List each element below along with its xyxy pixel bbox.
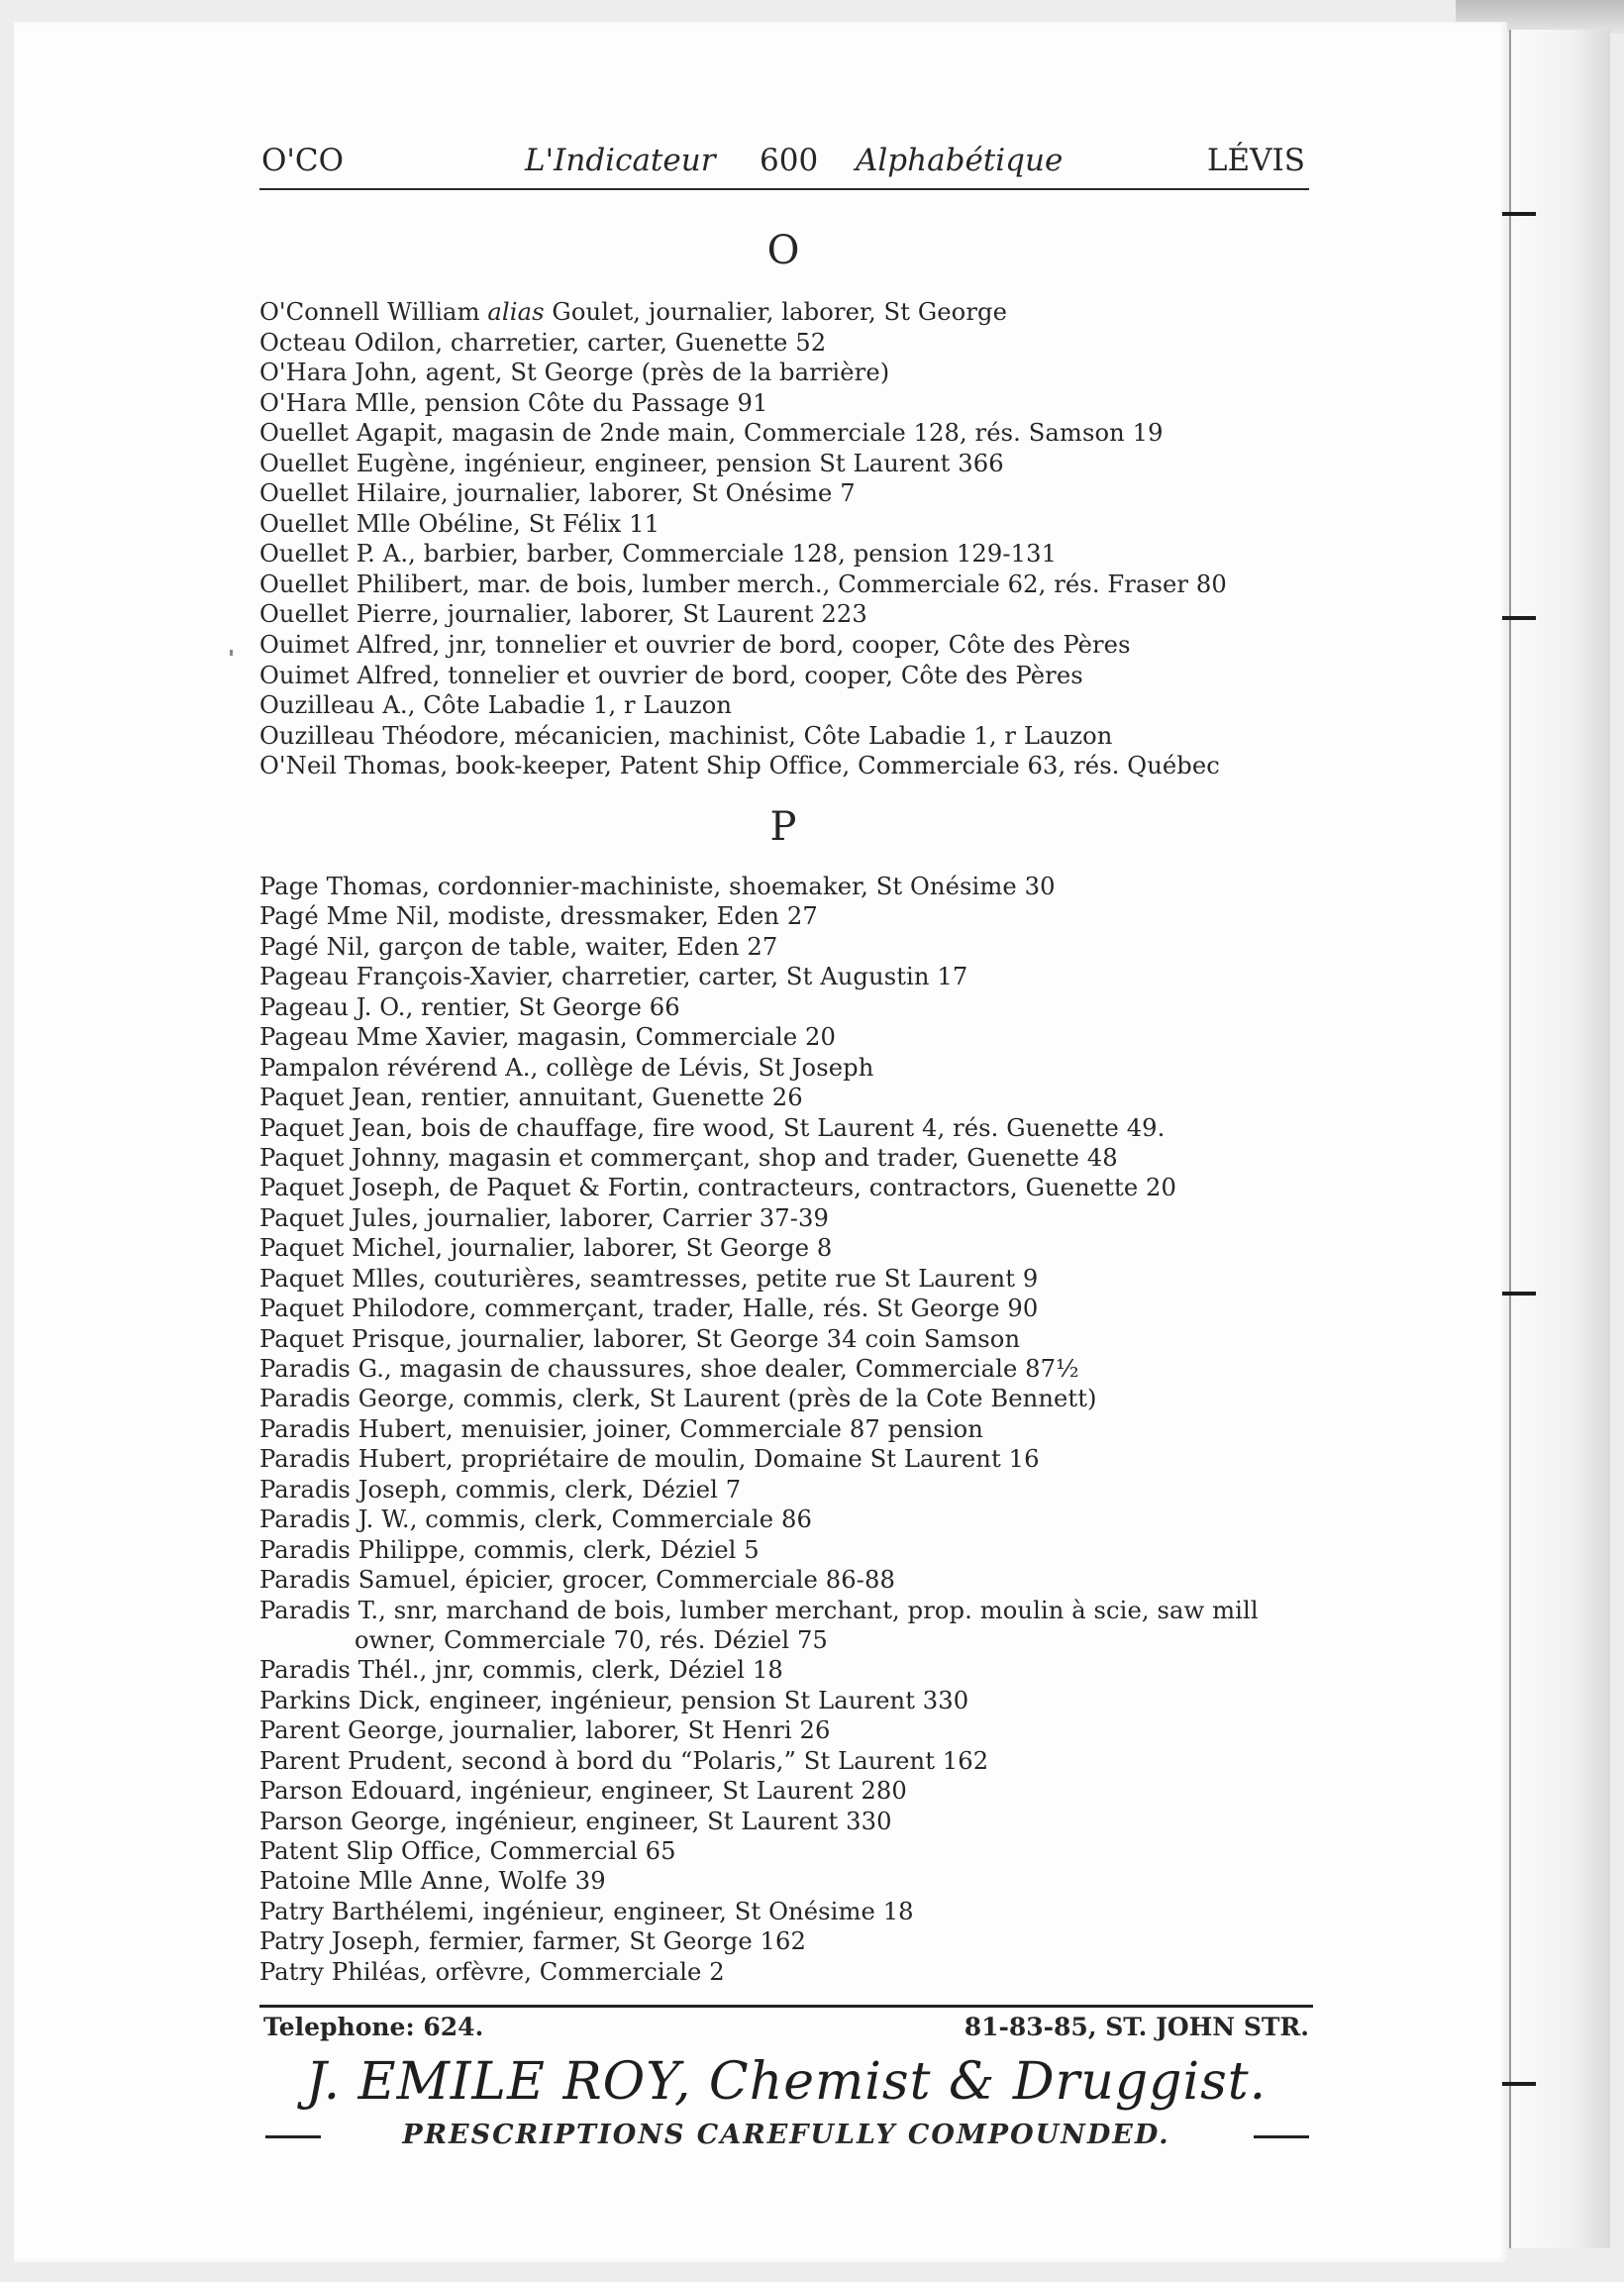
advert-contact-line bbox=[261, 2011, 1311, 2046]
binder-mark bbox=[1502, 616, 1536, 620]
directory-entry: Paquet Joseph, de Paquet & Fortin, contracteurs, contractors, Guenette 20 bbox=[259, 1174, 1176, 1202]
alias-italic: alias bbox=[487, 298, 545, 326]
directory-entry: Paquet Mlles, couturières, seamtresses, petite rue St Laurent 9 bbox=[259, 1264, 1039, 1293]
directory-entry: Paradis Samuel, épicier, grocer, Commerciale 86-88 bbox=[259, 1566, 895, 1595]
binder-mark bbox=[1502, 2082, 1536, 2086]
directory-entry: Paradis Philippe, commis, clerk, Déziel 5 bbox=[259, 1535, 760, 1564]
directory-entry: Pampalon révérend A., collège de Lévis, St Joseph bbox=[259, 1053, 874, 1082]
directory-entry: Ouellet P. A., barbier, barber, Commerciale 128, pension 129-131 bbox=[259, 540, 1058, 569]
directory-entry: Patry Philéas, orfèvre, Commerciale 2 bbox=[259, 1957, 725, 1986]
directory-entry: O'Neil Thomas, book-keeper, Patent Ship Office, Commerciale 63, rés. Québec bbox=[259, 752, 1220, 780]
directory-entry: Paquet Jean, rentier, annuitant, Guenette 26 bbox=[259, 1084, 803, 1112]
directory-entry: Parent George, journalier, laborer, St Henri 26 bbox=[259, 1716, 831, 1745]
tagline-dash-right bbox=[1254, 2135, 1309, 2138]
directory-entry: Patoine Mlle Anne, Wolfe 39 bbox=[259, 1867, 606, 1896]
header-title-part1: L'Indicateur bbox=[525, 143, 716, 178]
section-letter-p: P bbox=[769, 804, 797, 850]
directory-entry: Paradis Hubert, propriétaire de moulin, Domaine St Laurent 16 bbox=[259, 1445, 1040, 1474]
directory-entry: Ouzilleau Théodore, mécanicien, machinist, Côte Labadie 1, r Lauzon bbox=[259, 721, 1113, 750]
directory-entry: Ouimet Alfred, tonnelier et ouvrier de bord, cooper, Côte des Pères bbox=[259, 661, 1083, 689]
directory-entry: Patent Slip Office, Commercial 65 bbox=[259, 1837, 676, 1866]
binder-mark bbox=[1502, 212, 1536, 216]
binder-mark bbox=[1502, 1292, 1536, 1296]
directory-entry: Parent Prudent, second à bord du “Polaris,” St Laurent 162 bbox=[259, 1746, 989, 1775]
entries-list-o bbox=[259, 297, 1329, 781]
directory-entry: Paradis Hubert, menuisier, joiner, Commerciale 87 pension bbox=[259, 1414, 983, 1443]
page-number: 600 bbox=[760, 143, 819, 178]
directory-entry: Ouellet Hilaire, journalier, laborer, St Onésime 7 bbox=[259, 479, 856, 508]
directory-entry: Ouellet Agapit, magasin de 2nde main, Commerciale 128, rés. Samson 19 bbox=[259, 419, 1164, 448]
directory-entry: Paquet Philodore, commerçant, trader, Halle, rés. St George 90 bbox=[259, 1295, 1039, 1323]
header-title-part2: Alphabétique bbox=[856, 143, 1064, 178]
directory-entry: Patry Barthélemi, ingénieur, engineer, St Onésime 18 bbox=[259, 1897, 914, 1925]
directory-entry: Paquet Jean, bois de chauffage, fire wood, St Laurent 4, rés. Guenette 49. bbox=[259, 1113, 1166, 1142]
entry-text: Goulet, journalier, laborer, St George bbox=[544, 298, 1007, 326]
directory-entry: Paradis T., snr, marchand de bois, lumber merchant, prop. moulin à scie, saw mill owner, Commerciale 70, rés. Déziel 75 bbox=[259, 1596, 1259, 1654]
directory-entry: Ouellet Mlle Obéline, St Félix 11 bbox=[259, 509, 660, 538]
header-city-label: LÉVIS bbox=[1206, 143, 1305, 178]
directory-entry: Parson Edouard, ingénieur, engineer, St Laurent 280 bbox=[259, 1777, 907, 1806]
advert-tagline bbox=[259, 2118, 1313, 2157]
directory-entry: Ouimet Alfred, jnr, tonnelier et ouvrier de bord, cooper, Côte des Pères bbox=[259, 631, 1131, 660]
directory-entry: Paradis George, commis, clerk, St Laurent (près de la Cote Bennett) bbox=[259, 1385, 1097, 1413]
directory-entry: Ouzilleau A., Côte Labadie 1, r Lauzon bbox=[259, 691, 733, 720]
entries-list-p bbox=[259, 872, 1329, 1987]
section-letter-o: O bbox=[766, 228, 800, 273]
header-range-label: O'CO bbox=[261, 143, 345, 178]
directory-entry: Patry Joseph, fermier, farmer, St George 162 bbox=[259, 1927, 807, 1956]
footer-rule bbox=[259, 2005, 1313, 2008]
directory-entry: Pageau François-Xavier, charretier, carter, St Augustin 17 bbox=[259, 963, 968, 991]
tagline-text: PRESCRIPTIONS CAREFULLY COMPOUNDED. bbox=[402, 2120, 1170, 2150]
directory-entry: Parson George, ingénieur, engineer, St Laurent 330 bbox=[259, 1807, 892, 1835]
advert-address: 81-83-85, ST. JOHN STR. bbox=[964, 2013, 1309, 2041]
directory-entry: Ouellet Pierre, journalier, laborer, St Laurent 223 bbox=[259, 600, 867, 629]
directory-entry: Paquet Prisque, journalier, laborer, St George 34 coin Samson bbox=[259, 1324, 1021, 1353]
directory-entry: Page Thomas, cordonnier-machiniste, shoemaker, St Onésime 30 bbox=[259, 873, 1056, 900]
directory-entry: Pagé Nil, garçon de table, waiter, Eden 27 bbox=[259, 932, 778, 961]
directory-entry: Pageau Mme Xavier, magasin, Commerciale 20 bbox=[259, 1023, 837, 1052]
entry-text: O'Connell William bbox=[259, 298, 488, 326]
directory-entry bbox=[259, 297, 1329, 328]
directory-entry: Paradis G., magasin de chaussures, shoe dealer, Commerciale 87½ bbox=[259, 1355, 1079, 1383]
directory-entry: Paquet Michel, journalier, laborer, St George 8 bbox=[259, 1234, 833, 1263]
directory-entry: O'Hara Mlle, pension Côte du Passage 91 bbox=[259, 388, 768, 417]
directory-entry: Pageau J. O., rentier, St George 66 bbox=[259, 992, 680, 1021]
directory-entry: O'Hara John, agent, St George (près de la barrière) bbox=[259, 359, 890, 387]
tagline-dash-left bbox=[265, 2135, 321, 2138]
adjacent-page-edge bbox=[1509, 30, 1610, 2248]
directory-entry: Parkins Dick, engineer, ingénieur, pension St Laurent 330 bbox=[259, 1686, 969, 1714]
directory-entry: Pagé Mme Nil, modiste, dressmaker, Eden 27 bbox=[259, 902, 818, 931]
directory-entry: Paradis Joseph, commis, clerk, Déziel 7 bbox=[259, 1475, 742, 1504]
directory-entry: Paquet Johnny, magasin et commerçant, shop and trader, Guenette 48 bbox=[259, 1143, 1118, 1172]
directory-entry: Paradis Thél., jnr, commis, clerk, Déziel 18 bbox=[259, 1656, 783, 1685]
advertiser-name: J. EMILE ROY, Chemist & Druggist. bbox=[305, 2052, 1268, 2112]
ink-speck bbox=[230, 650, 233, 656]
directory-entry: Ouellet Eugène, ingénieur, engineer, pension St Laurent 366 bbox=[259, 449, 1004, 477]
directory-entry: Octeau Odilon, charretier, carter, Guenette 52 bbox=[259, 328, 827, 357]
page-header bbox=[259, 141, 1309, 190]
directory-entry: Paquet Jules, journalier, laborer, Carrier 37-39 bbox=[259, 1203, 830, 1232]
directory-entry: Ouellet Philibert, mar. de bois, lumber merch., Commerciale 62, rés. Fraser 80 bbox=[259, 570, 1227, 598]
advert-telephone: Telephone: 624. bbox=[263, 2013, 484, 2041]
directory-entry: Paradis J. W., commis, clerk, Commerciale 86 bbox=[259, 1505, 812, 1534]
